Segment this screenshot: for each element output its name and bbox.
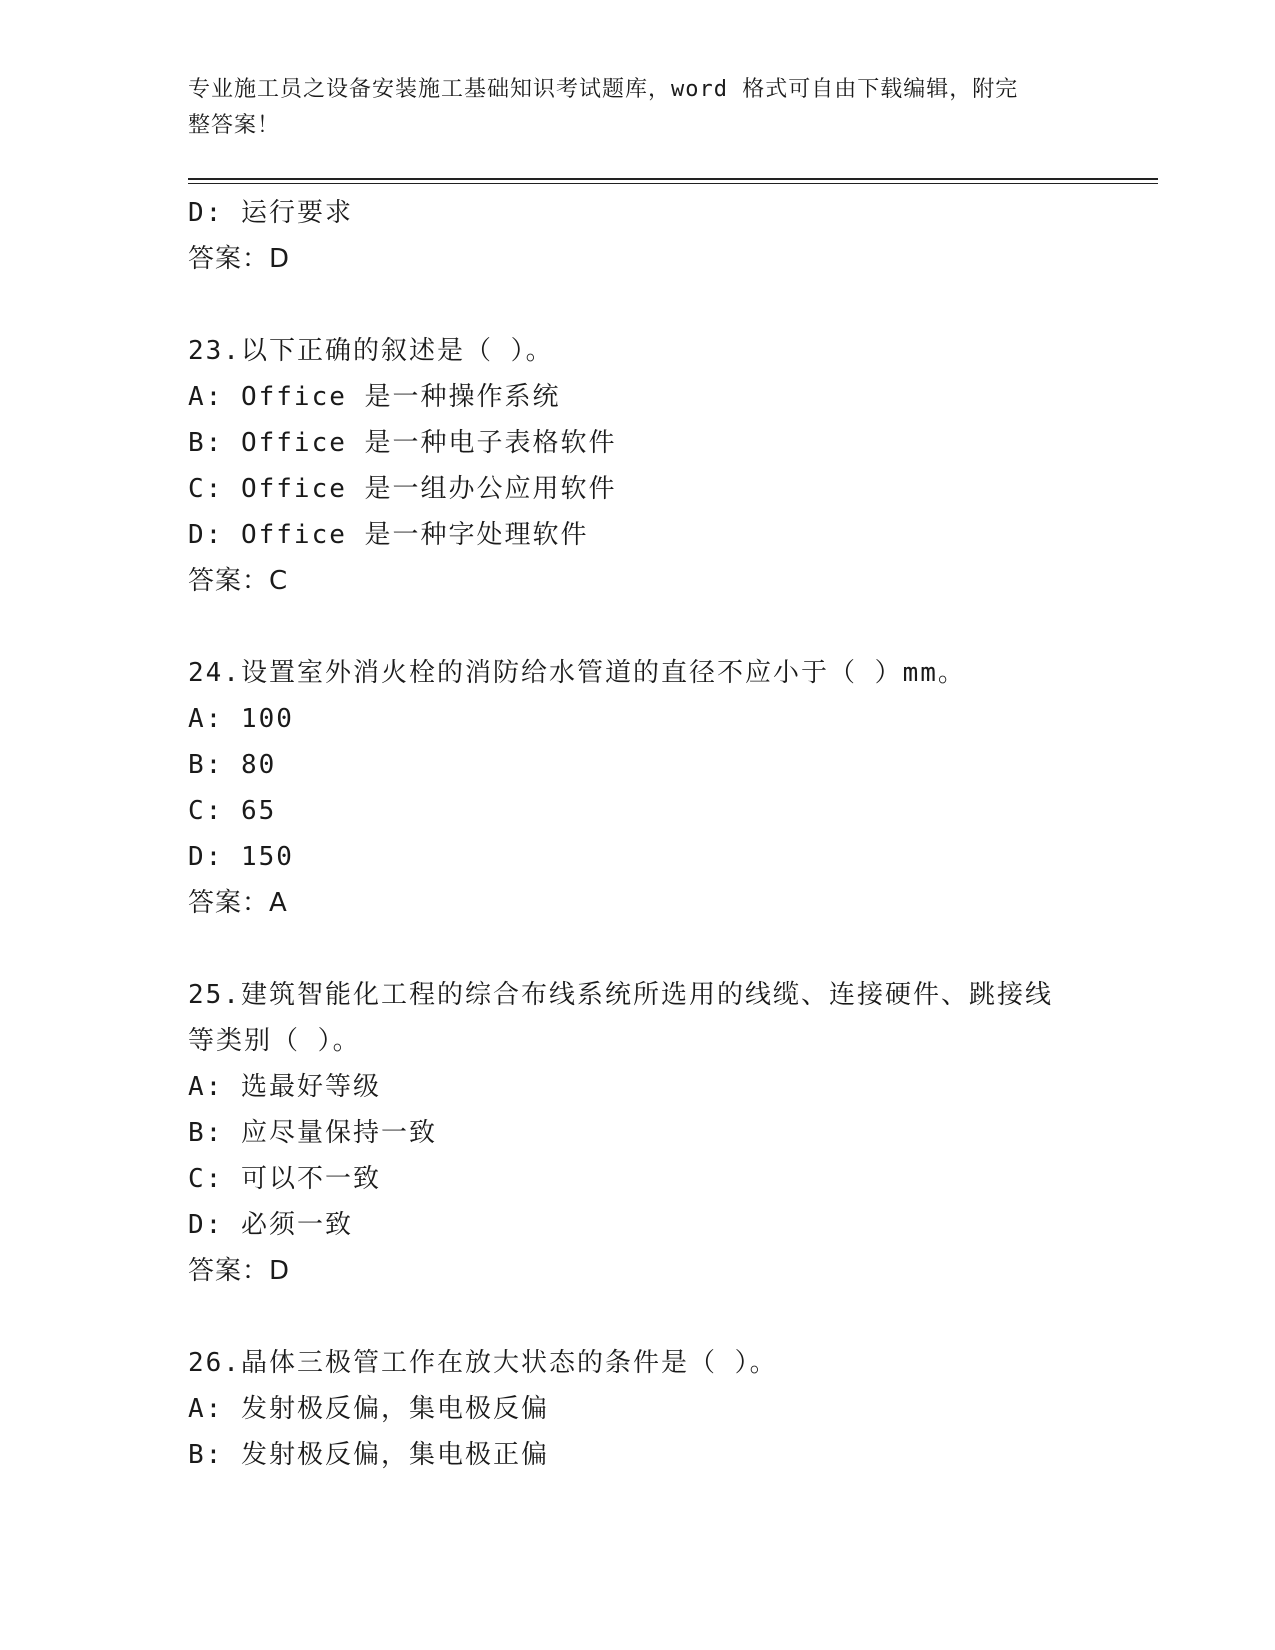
header-line-1: 专业施工员之设备安装施工基础知识考试题库，word 格式可自由下载编辑，附完	[188, 77, 1019, 102]
option-c: C: 可以不一致	[188, 1164, 381, 1194]
option-b: B: 发射极反偏，集电极正偏	[188, 1440, 549, 1470]
answer-label: 答案：A	[188, 888, 288, 918]
question-list	[188, 190, 1088, 1478]
question-stem: 26.晶体三极管工作在放大状态的条件是（ ）。	[188, 1348, 778, 1378]
header-line-2: 整答案！	[188, 113, 281, 138]
question-block-24	[188, 650, 1088, 926]
option-b: B: 应尽量保持一致	[188, 1118, 437, 1148]
option-b: B: 80	[188, 750, 277, 780]
option-c: C: Office 是一组办公应用软件	[188, 474, 617, 504]
question-stem: 23.以下正确的叙述是（ ）。	[188, 336, 554, 366]
answer-label: 答案：C	[188, 566, 289, 596]
answer-label: 答案：D	[188, 1256, 291, 1286]
spacer	[188, 926, 1088, 972]
spacer	[188, 282, 1088, 328]
option-a: A: Office 是一种操作系统	[188, 382, 561, 412]
option-d: D: 150	[188, 842, 294, 872]
option-d: D: Office 是一种字处理软件	[188, 520, 589, 550]
question-stem: 24.设置室外消火栓的消防给水管道的直径不应小于（ ）mm。	[188, 658, 966, 688]
spacer	[188, 1294, 1088, 1340]
option-c: C: 65	[188, 796, 277, 826]
question-block-26	[188, 1340, 1088, 1478]
option-b: B: Office 是一种电子表格软件	[188, 428, 617, 458]
option-d: D: 必须一致	[188, 1210, 353, 1240]
answer-label: 答案：D	[188, 244, 291, 274]
option-a: A: 发射极反偏，集电极反偏	[188, 1394, 549, 1424]
header-divider-thin	[188, 183, 1158, 184]
spacer	[188, 604, 1088, 650]
question-block-22	[188, 190, 1088, 282]
question-block-25	[188, 972, 1088, 1294]
question-block-23	[188, 328, 1088, 604]
header-divider-thick	[188, 178, 1158, 180]
question-stem-line-2: 等类别（ ）。	[188, 1026, 361, 1056]
option-a: A: 100	[188, 704, 294, 734]
question-stem-line-1: 25.建筑智能化工程的综合布线系统所选用的线缆、连接硬件、跳接线	[188, 980, 1053, 1010]
option-d: D: 运行要求	[188, 198, 353, 228]
document-header	[188, 72, 1068, 144]
option-a: A: 选最好等级	[188, 1072, 381, 1102]
